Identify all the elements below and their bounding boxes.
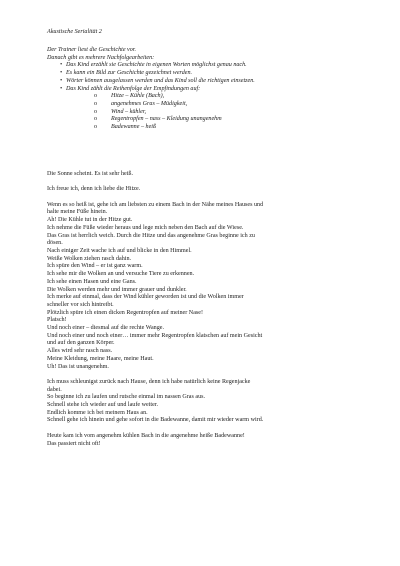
story-paragraph [47,433,359,448]
task-item [47,86,367,132]
story-line: Ich spüre den Wind – er ist ganz warm. [47,263,143,270]
story-line: Ah! Die Kühle tut in der Hitze gut. [47,217,133,224]
story-line: So beginne ich zu laufen und rutsche einmal im nassen Gras aus. [47,394,206,401]
story-line: dabei. [47,386,62,393]
story-line: Ich sehe einen Hasen und eine Gans. [47,278,137,285]
story-line: Ich nehme die Füße wieder heraus und lege mich neben den Bach auf die Wiese. [47,224,244,231]
sensation-item: o Hitze – Kühle (Bach), [66,93,367,101]
story-line: Nach einiger Zeit wache ich auf und blicke in den Himmel. [47,248,192,254]
task-text: Es kann ein Bild zur Geschichte gezeichnet werden. [66,70,193,77]
story-text [47,171,359,456]
story-line: Schnell gehe ich hinein und gehe sofort in die Badewanne, damit mir wieder warm wird. [47,417,264,424]
story-line: Ich freue ich, denn ich liebe die Hitze. [47,186,141,193]
story-line: dösen. [47,240,63,247]
story-line: Endlich komme ich bei meinem Haus an. [47,409,148,416]
story-line: Schnell stehe ich wieder auf und laufe weiter. [47,402,158,409]
story-line: Ich sehe mir die Wolken an und versuche Tiere zu erkennen. [47,271,195,278]
story-paragraph [47,202,359,371]
story-line: Meine Kleidung, meine Haare, meine Haut. [47,355,154,362]
story-line: Das passiert nicht oft! [47,440,101,447]
story-line: Uh! Das ist unangenehm. [47,363,109,370]
sensation-item: o angenehmes Gras – Müdigkeit, [66,101,367,109]
story-line: Heute kam ich vom angenehm kühlen Bach in die angenehme heiße Badewanne! [47,432,245,439]
story-line: Weiße Wolken ziehen rasch dahin. [47,255,132,262]
instructions-block [47,47,367,132]
story-line: Und noch einer – diesmal auf die rechte Wange. [47,325,164,332]
sensation-item: o Regentropfen – nass – Kleidung unangenehm [66,116,367,124]
story-paragraph [47,171,359,179]
task-item [47,78,367,86]
story-line: Das Gras ist herrlich weich. Durch die Hitze und das angenehme Gras beginne ich zu [47,232,255,239]
task-item [47,62,367,70]
story-line: Ich muss schleunigst zurück nach Hause, denn ich habe natürlich keine Regenjacke [47,378,251,385]
sensation-list [66,93,367,132]
document-header: Akustische Serialität 2 [47,29,102,35]
story-line: Ich merke auf einmal, dass der Wind kühler geworden ist und die Wolken immer [47,294,244,301]
sensation-item: o Badewanne – heiß [66,124,367,132]
story-paragraph [47,186,359,194]
task-item [47,70,367,78]
story-line: Platsch! [47,317,67,324]
story-line: Plötzlich spüre ich einen dicken Regentropfen auf meiner Nase! [47,309,204,316]
task-list [47,62,367,131]
story-line: Und noch einer und noch einer… immer mehr Regentropfen klatschen auf mein Gesicht [47,332,263,339]
instructions-line-1: Der Trainer liest die Geschichte vor. [47,47,137,53]
task-text: Das Kind erzählt sie Geschichte in eigenen Worten möglichst genau nach. [66,62,247,69]
story-line: Wenn es so heiß ist, gehe ich am liebsten zu einem Bach in der Nähe meines Hauses und [47,201,264,208]
story-line: halte meine Füße hinein. [47,209,108,216]
story-line: Alles wird sehr rasch nass. [47,348,113,355]
story-line: Die Sonne scheint. Es ist sehr heiß. [47,171,133,177]
story-line: Die Wolken werden mehr und immer grauer und dunkler. [47,286,187,293]
task-text: Das Kind zählt die Reihenfolge der Empfindungen auf: [66,85,201,92]
story-line: schneller vor sich hintreibt. [47,301,114,308]
instructions-line-2: Danach gibt es mehrere Nachfolgearbeiten: [47,54,155,61]
sensation-item: o Wind – kühler, [66,109,367,117]
story-line: und auf den ganzen Körper. [47,340,115,347]
story-paragraph [47,379,359,425]
task-text: Wörter können ausgelassen werden und das Kind soll die richtigen einsetzen. [66,77,255,84]
